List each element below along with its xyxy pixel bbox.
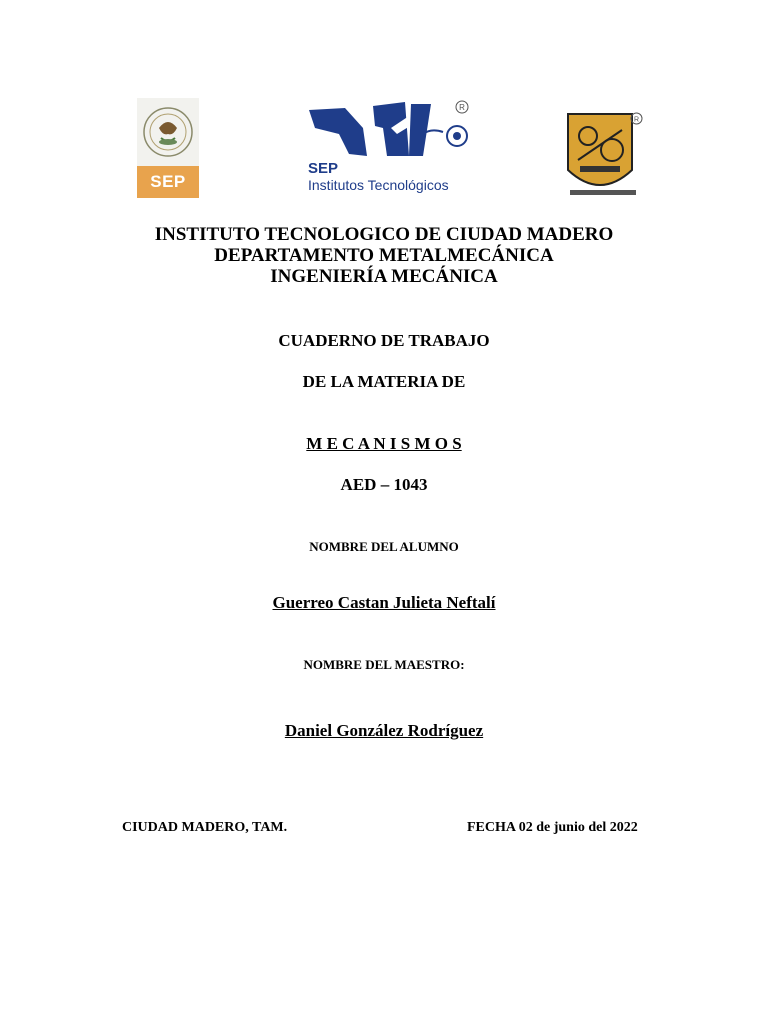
svg-text:R: R bbox=[633, 116, 640, 124]
sep-institutos-tecnologicos-logo bbox=[305, 98, 477, 198]
workbook-title: CUADERNO DE TRABAJO bbox=[278, 331, 490, 350]
student-label-block bbox=[0, 539, 768, 555]
registered-mark-icon bbox=[455, 100, 469, 114]
program-name: INGENIERÍA MECÁNICA bbox=[270, 266, 498, 287]
sep-it-emblem-icon bbox=[305, 98, 477, 160]
student-name: Guerreo Castan Julieta Neftalí bbox=[272, 593, 496, 612]
code-block bbox=[0, 475, 768, 495]
student-name-block bbox=[0, 593, 768, 613]
registered-mark-letter: R bbox=[459, 103, 465, 112]
footer-date: FECHA 02 de junio del 2022 bbox=[467, 820, 638, 835]
department-name: DEPARTAMENTO METALMECÁNICA bbox=[214, 245, 554, 266]
subject-name: M E C A N I S M O S bbox=[306, 434, 462, 453]
title-line-2 bbox=[0, 372, 768, 392]
subject-block bbox=[0, 434, 768, 454]
institutos-tecnologicos-label: Institutos Tecnológicos bbox=[308, 177, 449, 193]
sep-logo bbox=[137, 98, 199, 198]
footer-place: CIUDAD MADERO, TAM. bbox=[122, 820, 288, 835]
teacher-name: Daniel González Rodríguez bbox=[284, 721, 484, 740]
sep-brand-label: SEP bbox=[308, 160, 339, 177]
itcm-logo bbox=[560, 110, 646, 200]
teacher-label: NOMBRE DEL MAESTRO: bbox=[303, 657, 465, 672]
subject-prefix: DE LA MATERIA DE bbox=[302, 372, 466, 391]
student-label: NOMBRE DEL ALUMNO bbox=[309, 539, 459, 554]
teacher-label-block bbox=[0, 657, 768, 673]
logo-row bbox=[0, 0, 768, 210]
header-block bbox=[0, 224, 768, 287]
institute-name: INSTITUTO TECNOLOGICO DE CIUDAD MADERO bbox=[154, 224, 614, 245]
subject-code: AED – 1043 bbox=[340, 475, 428, 494]
mexico-eagle-seal-icon bbox=[137, 98, 199, 166]
title-line-1 bbox=[0, 331, 768, 351]
teacher-name-block bbox=[0, 721, 768, 741]
registered-mark-icon bbox=[630, 112, 643, 125]
sep-label: SEP bbox=[137, 166, 199, 198]
